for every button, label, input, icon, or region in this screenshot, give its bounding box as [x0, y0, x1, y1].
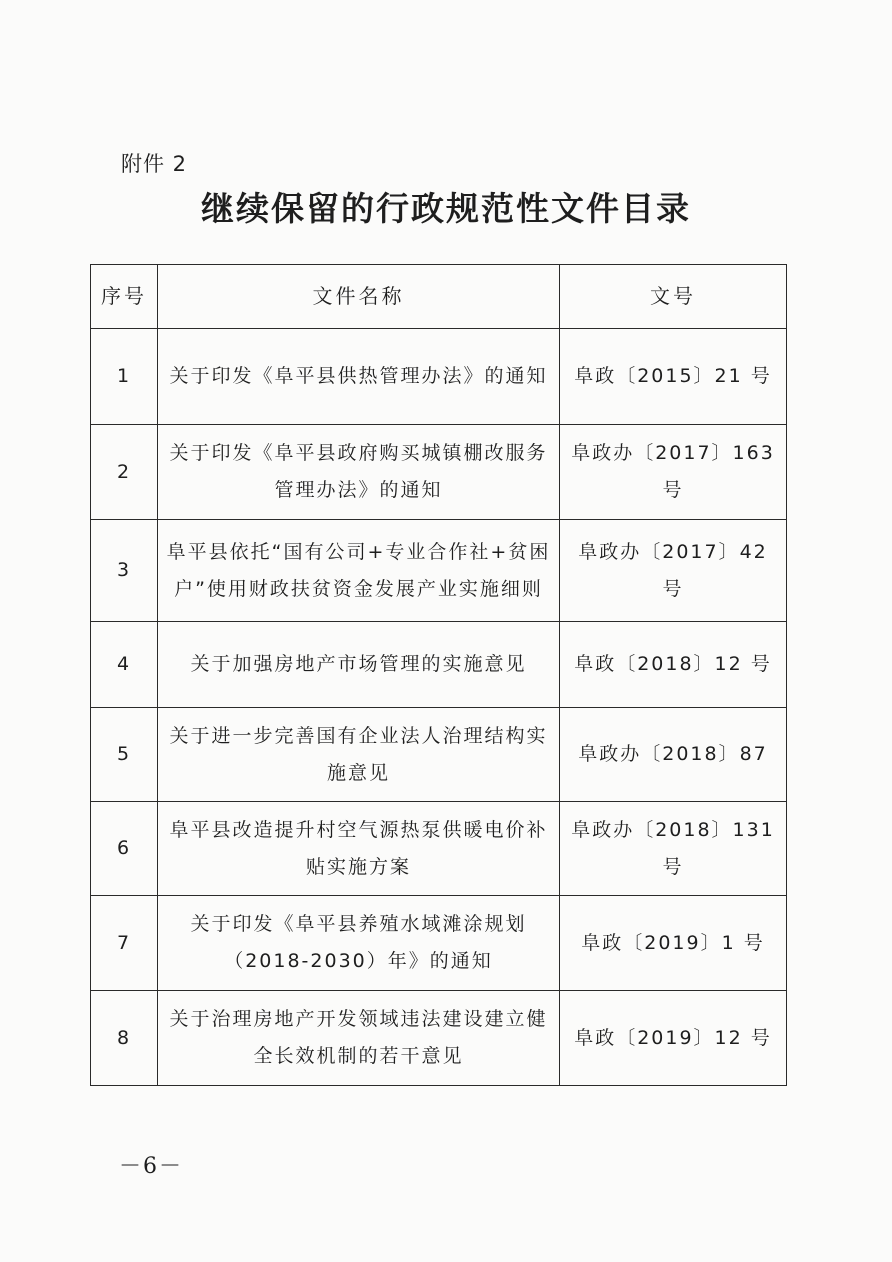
row-name: 关于印发《阜平县政府购买城镇棚改服务管理办法》的通知	[158, 425, 560, 520]
header-seq: 序号	[91, 265, 158, 329]
row-seq: 7	[91, 896, 158, 991]
page-number: －6－	[119, 1154, 183, 1179]
row-doc-no: 阜政办〔2017〕42 号	[560, 520, 787, 622]
table-row	[91, 896, 787, 991]
header-doc-no: 文号	[560, 265, 787, 329]
row-doc-no: 阜政〔2019〕1 号	[560, 896, 787, 991]
row-name: 关于印发《阜平县养殖水域滩涂规划（2018-2030）年》的通知	[158, 896, 560, 991]
row-doc-no: 阜政〔2015〕21 号	[560, 329, 787, 425]
table-row	[91, 708, 787, 802]
row-seq: 2	[91, 425, 158, 520]
row-seq: 6	[91, 802, 158, 896]
row-seq: 5	[91, 708, 158, 802]
row-doc-no: 阜政办〔2018〕87	[560, 708, 787, 802]
table-row	[91, 991, 787, 1086]
table-row	[91, 622, 787, 708]
row-seq: 1	[91, 329, 158, 425]
row-seq: 3	[91, 520, 158, 622]
table-row	[91, 329, 787, 425]
row-name: 关于加强房地产市场管理的实施意见	[158, 622, 560, 708]
row-doc-no: 阜政〔2019〕12 号	[560, 991, 787, 1086]
header-name: 文件名称	[158, 265, 560, 329]
table-row	[91, 802, 787, 896]
row-name: 关于印发《阜平县供热管理办法》的通知	[158, 329, 560, 425]
row-seq: 4	[91, 622, 158, 708]
row-doc-no: 阜政办〔2017〕163 号	[560, 425, 787, 520]
document-list-table	[90, 264, 787, 1086]
table-row	[91, 425, 787, 520]
row-name: 阜平县依托“国有公司+专业合作社+贫困户”使用财政扶贫资金发展产业实施细则	[158, 520, 560, 622]
row-name: 阜平县改造提升村空气源热泵供暖电价补贴实施方案	[158, 802, 560, 896]
attachment-label: 附件 2	[121, 152, 188, 176]
document-title: 继续保留的行政规范性文件目录	[201, 189, 691, 228]
row-doc-no: 阜政〔2018〕12 号	[560, 622, 787, 708]
row-name: 关于治理房地产开发领域违法建设建立健全长效机制的若干意见	[158, 991, 560, 1086]
table-row	[91, 520, 787, 622]
row-name: 关于进一步完善国有企业法人治理结构实施意见	[158, 708, 560, 802]
row-doc-no: 阜政办〔2018〕131 号	[560, 802, 787, 896]
row-seq: 8	[91, 991, 158, 1086]
table-header-row	[91, 265, 787, 329]
